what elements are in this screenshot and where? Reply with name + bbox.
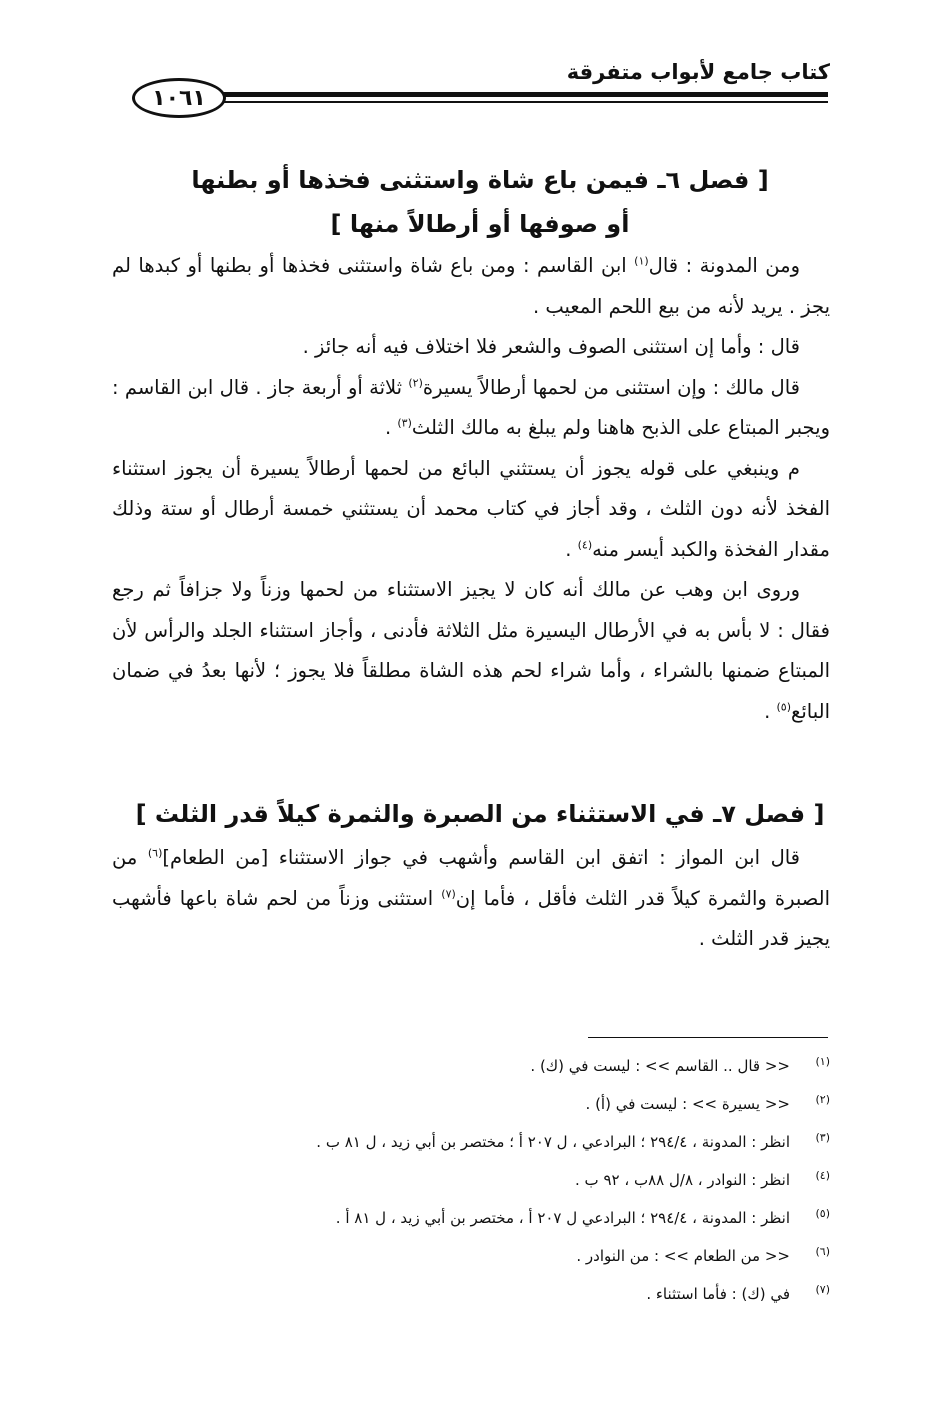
section-7-body xyxy=(112,838,830,960)
footnote-ref: (٤) xyxy=(577,538,593,551)
page-number: ١٠٦١ xyxy=(132,78,226,118)
footnote-mark: (٦) xyxy=(815,1245,830,1258)
footnote-text: انظر : النوادر ، ٨/ل ٨٨ب ، ٩٢ ب . xyxy=(575,1171,790,1189)
footnote-text: << قال .. القاسم >> : ليست في (ك) . xyxy=(530,1057,790,1075)
section-6-heading xyxy=(130,158,830,246)
footnote-mark: (٣) xyxy=(815,1131,830,1144)
footnote-mark: (٥) xyxy=(815,1207,830,1220)
footnote-text: انظر : المدونة ، ٢٩٤/٤ ؛ البرادعي ، ل ٢٠٧ أ ؛ مختصر بن أبي زيد ، ل ٨١ ب . xyxy=(316,1133,790,1151)
section-7-heading-text: [ فصل ٧ـ في الاستثناء من الصبرة والثمرة كيلاً قدر الثلث ] xyxy=(135,800,825,828)
paragraph: م وينبغي على قوله يجوز أن يستثني البائع من لحمها أرطالاً يسيرة أن يجوز استثناء الفخذ لأنه دون الثلث ، وقد أجاز في كتاب محمد أن يستثني خمسة أرطال أو ستة وذلك مقدار الفخذة والكبد أيسر منه$^{(٤)}$ . xyxy=(112,456,830,561)
footnote-ref: (٦) xyxy=(147,846,163,860)
footnote-text: في (ك) : فأما استثناء . xyxy=(646,1285,790,1303)
footnote-ref: (٧) xyxy=(441,887,456,900)
footnote-item xyxy=(130,1159,830,1197)
footnote-rule xyxy=(588,1037,828,1038)
section-6-heading-line2: أو صوفها أو أرطالاً منها ] xyxy=(330,210,630,238)
section-6-body xyxy=(112,246,830,732)
footnote-text: << يسيرة >> : ليست في (أ) . xyxy=(585,1095,790,1113)
paragraph: قال ابن المواز : اتفق ابن القاسم وأشهب في جواز الاستثناء [من الطعام]$^{(٦)}$ من الصبرة والثمرة كيلاً قدر الثلث فأقل ، فأما إن$^{(٧)}$ استثنى وزناً من لحم شاة باعها فأشهب يجيز قدر الثلث . xyxy=(112,846,830,950)
footnote-ref: (٣) xyxy=(397,416,412,430)
paragraph: قال : وأما إن استثنى الصوف والشعر فلا اختلاف فيه أنه جائز . xyxy=(302,335,800,358)
header-rule xyxy=(222,92,828,97)
footnote-ref: (٢) xyxy=(408,376,423,389)
footnote-ref: (٥) xyxy=(776,700,791,713)
footnote-item xyxy=(130,1197,830,1235)
footnote-mark: (١) xyxy=(815,1055,830,1068)
footnote-mark: (٤) xyxy=(815,1169,830,1182)
footnote-ref: (١) xyxy=(634,254,649,268)
section-6-heading-line1: [ فصل ٦ـ فيمن باع شاة واستثنى فخذها أو بطنها xyxy=(191,166,769,194)
header-rule-thin xyxy=(222,101,828,103)
footnote-text: انظر : المدونة ، ٢٩٤/٤ ؛ البرادعي ل ٢٠٧ أ ، مختصر بن أبي زيد ، ل ٨١ أ . xyxy=(335,1209,790,1227)
running-title: كتاب جامع لأبواب متفرقة xyxy=(566,60,830,84)
paragraph: وروى ابن وهب عن مالك أنه كان لا يجيز الاستثناء من لحمها وزناً ولا جزافاً ثم رجع فقال : لا بأس به في الأرطال اليسيرة مثل الثلاثة فأدنى ، وأجاز استثناء الجلد والرأس لأن المبتاع ضمنها بالشراء ، وأما شراء لحم هذه الشاة مطلقاً فلا يجوز ؛ لأنها بعدُ في ضمان البائع$^{(٥)}$ . xyxy=(112,578,830,723)
footnote-item xyxy=(130,1235,830,1273)
footnote-item xyxy=(130,1045,830,1083)
footnote-item xyxy=(130,1083,830,1121)
footnote-mark: (٧) xyxy=(815,1283,830,1296)
footnote-item xyxy=(130,1273,830,1311)
footnote-mark: (٢) xyxy=(815,1093,830,1106)
footnote-text: << من الطعام >> : من النوادر . xyxy=(576,1247,790,1265)
paragraph: ومن المدونة : قال$^{(١)}$ ابن القاسم : ومن باع شاة واستثنى فخذها أو بطنها أو كبدها لم يجز . يريد لأنه من بيع اللحم المعيب . xyxy=(112,254,830,318)
footnote-item xyxy=(130,1121,830,1159)
footnotes xyxy=(130,1045,830,1311)
section-7-heading xyxy=(130,792,830,836)
paragraph: قال مالك : وإن استثنى من لحمها أرطالاً يسيرة$^{(٢)}$ ثلاثة أو أربعة جاز . قال ابن القاسم : ويجبر المبتاع على الذبح هاهنا ولم يبلغ به مالك الثلث$^{(٣)}$ . xyxy=(112,375,830,439)
